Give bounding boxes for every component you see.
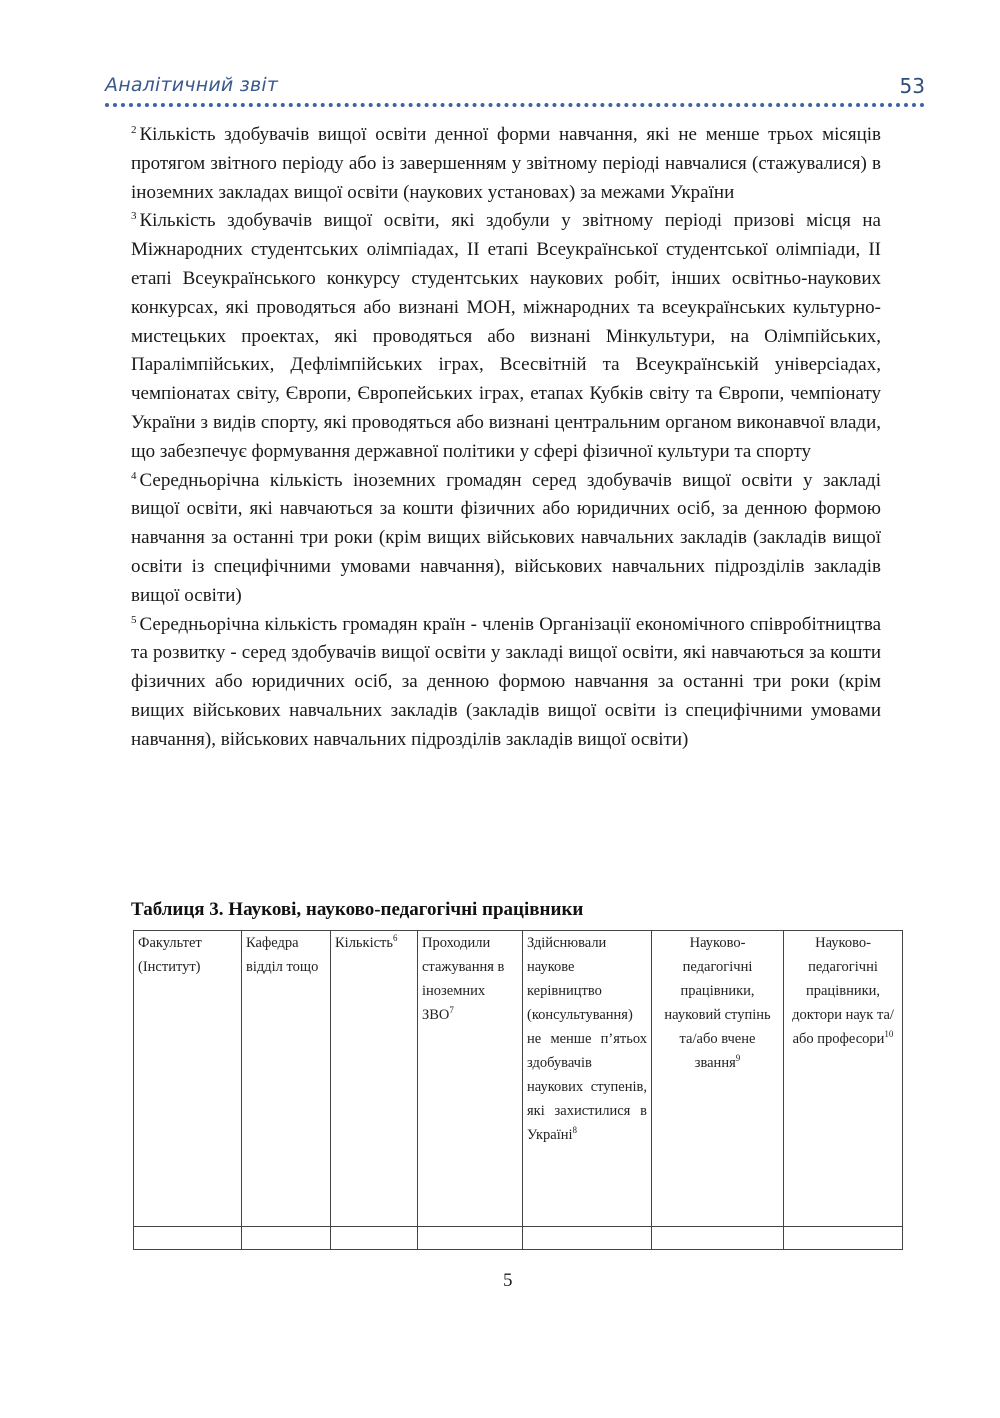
column-header-degree-or-title: Науково-педагогічні працівники, науковий ступінь та/або вчене звання$^9$ (652, 931, 784, 1227)
table-cell (652, 1227, 784, 1250)
column-header-department: Кафедра відділ тощо (242, 931, 331, 1227)
column-header-doctors-professors: Науково-педагогічні працівники, доктори наук та/або професори$^{10}$ (784, 931, 903, 1227)
footnotes (131, 121, 881, 755)
table-title: Таблиця 3. Наукові, науково-педагогічні працівники (131, 899, 584, 920)
column-header-supervision: Здійснювали наукове керівництво (консультування) не менше п’ятьох здобувачів наукових ступенів, які захистилися в Україні$^8$ (523, 931, 652, 1227)
header-page-number: 53 (899, 74, 925, 98)
staff-table (133, 930, 903, 1250)
footnote-text: Середньорічна кількість іноземних громадян серед здобувачів вищої освіти у закладі вищої освіти, які навчаються за кошти фізичних або юридичних осіб, за денною формою навчання за останні три роки (крім вищих військових навчальних закладів (закладів вищої освіти із специфічними умовами навчання), військових навчальних підрозділів закладів вищої освіти) (131, 469, 881, 606)
table-cell (331, 1227, 418, 1250)
footnote-text: Кількість здобувачів вищої освіти, які здобули у звітному періоді призові місця на Міжнародних студентських олімпіадах, ІІ етапі Всеукраїнської студентської олімпіади, ІІ етапі Всеукраїнського конкурсу студентських наукових робіт, інших освітньо-наукових конкурсах, які проводяться або визнані МОН, міжнародних та всеукраїнських культурно-мистецьких проектах, які проводяться або визнані Мінкультури, на Олімпійських, Паралімпійських, Дефлімпійських іграх, Всесвітній та Всеукраїнській універсіадах, чемпіонатах світу, Європи, Європейських іграх, етапах Кубків світу та Європи, чемпіонату України з видів спорту, які проводяться або визнані центральним органом виконавчої влади, що забезпечує формування державної політики у сфері фізичної культури та спорту (131, 210, 881, 462)
footnote (131, 467, 881, 611)
footnote-marker: 3 (131, 210, 137, 223)
column-header-faculty: Факультет (Інститут) (134, 931, 242, 1227)
footnote (131, 611, 881, 755)
footnote-marker: 4 (131, 469, 137, 482)
table-row (134, 1227, 903, 1250)
running-title: Аналітичний звіт (105, 74, 279, 96)
footnote (131, 207, 881, 466)
table-cell (134, 1227, 242, 1250)
column-header-foreign-internship: Проходили стажування в іноземних ЗВО$^7$ (418, 931, 523, 1227)
footer-page-number: 5 (503, 1270, 513, 1291)
footnote-text: Середньорічна кількість громадян країн - членів Організації економічного співробітництва та розвитку - серед здобувачів вищої освіти у закладі вищої освіти, які навчаються за кошти фізичних або юридичних осіб, за денною формою навчання за останні три роки (крім вищих військових навчальних закладів (закладів вищої освіти із специфічними умовами навчання), військових навчальних підрозділів закладів вищої освіти) (131, 613, 881, 750)
footnote-marker: 5 (131, 613, 137, 626)
header-dotted-rule (105, 103, 925, 107)
table-cell (523, 1227, 652, 1250)
running-header (105, 74, 925, 104)
footnote-text: Кількість здобувачів вищої освіти денної форми навчання, які не менше трьох місяців протягом звітного періоду або із завершенням у звітному періоді навчалися (стажувалися) в іноземних закладах вищої освіти (наукових установах) за межами України (131, 124, 881, 203)
table-cell (418, 1227, 523, 1250)
table-cell (242, 1227, 331, 1250)
table-header-row (134, 931, 903, 1227)
footnote-marker: 2 (131, 124, 137, 136)
footnote (131, 121, 881, 207)
column-header-count: Кількість$^6$ (331, 931, 418, 1227)
table-cell (784, 1227, 903, 1250)
